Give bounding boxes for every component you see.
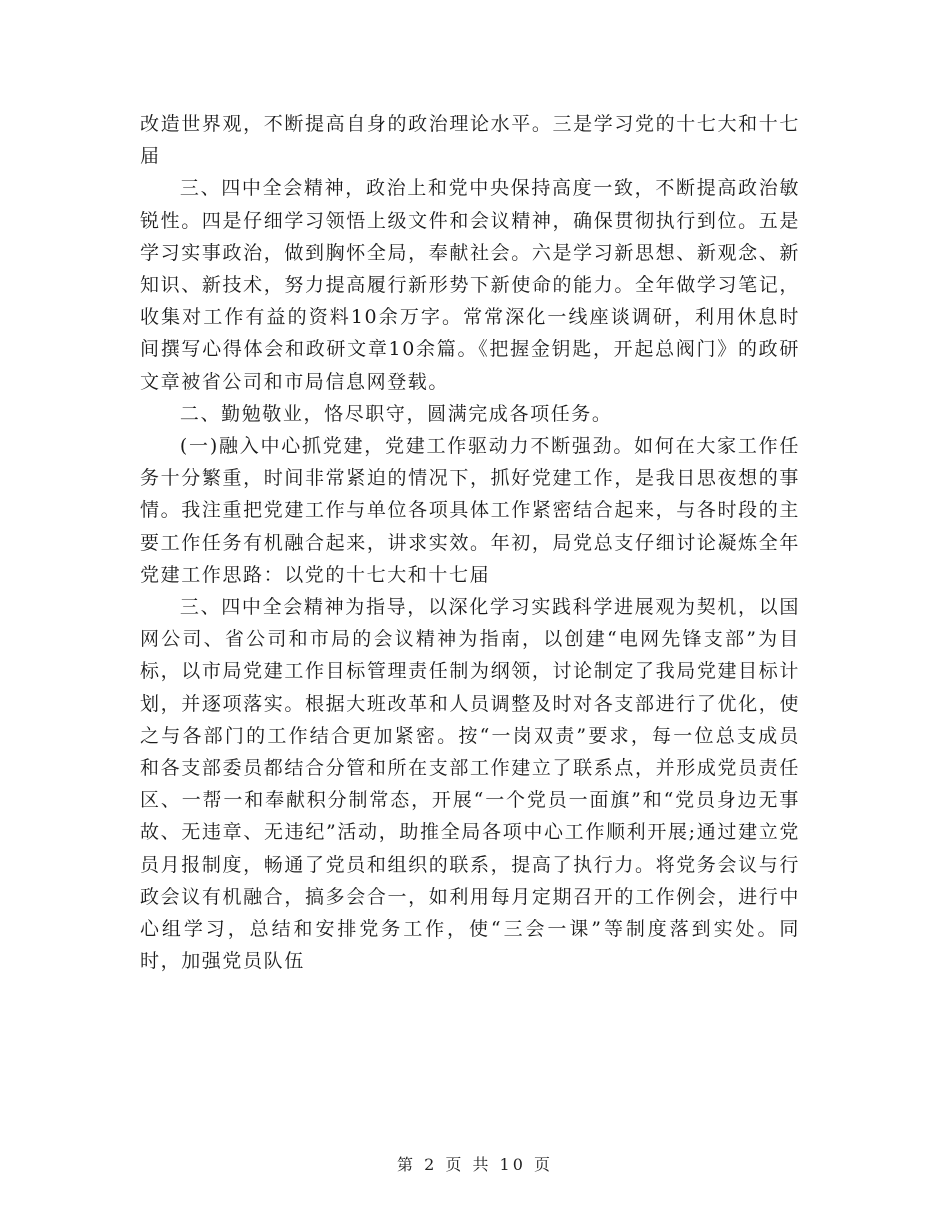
paragraph-5: 三、四中全会精神为指导，以深化学习实践科学进展观为契机，以国网公司、省公司和市局的会议精神为指南，以创建“电网先锋支部”为目标，以市局党建工作目标管理责任制为纲领，讨论制定了我局党建目标计划，并逐项落实。根据大班改革和人员调整及时对各支部进行了优化，使之与各部门的工作结合更加紧密。按“一岗双责”要求，每一位总支成员和各支部委员都结合分管和所在支部工作建立了联系点，并形成党员责任区、一帮一和奉献积分制常态，开展“一个党员一面旗”和“党员身边无事故、无违章、无违纪”活动，助推全局各项中心工作顺利开展;通过建立党员月报制度，畅通了党员和组织的联系，提高了执行力。将党务会议与行政会议有机融合，搞多会合一，如利用每月定期召开的工作例会，进行中心组学习，总结和安排党务工作，使“三会一课”等制度落到实处。同时，加强党员队伍 xyxy=(140,596,800,973)
paragraph-1: 改造世界观，不断提高自身的政治理论水平。三是学习党的十七大和十七届 xyxy=(140,113,800,168)
paragraph-4: (一)融入中心抓党建，党建工作驱动力不断强劲。如何在大家工作任务十分繁重，时间非常紧迫的情况下，抓好党建工作，是我日思夜想的事情。我注重把党建工作与单位各项具体工作紧密结合起来，与各时段的主要工作任务有机融合起来，讲求实效。年初，局党总支仔细讨论凝炼全年党建工作思路：以党的十七大和十七届 xyxy=(140,435,800,586)
paragraph-3: 二、勤勉敬业，恪尽职守，圆满完成各项任务。 xyxy=(179,402,613,425)
document-body xyxy=(140,108,800,977)
paragraph-2: 三、四中全会精神，政治上和党中央保持高度一致，不断提高政治敏锐性。四是仔细学习领悟上级文件和会议精神，确保贯彻执行到位。五是学习实事政治，做到胸怀全局，奉献社会。六是学习新思想、新观念、新知识、新技术，努力提高履行新形势下新使命的能力。全年做学习笔记，收集对工作有益的资料10余万字。常常深化一线座谈调研，利用休息时间撰写心得体会和政研文章10余篇。《把握金钥匙，开起总阀门》的政研文章被省公司和市局信息网登载。 xyxy=(140,177,800,393)
page-number-footer: 第 2 页 共 10 页 xyxy=(397,1155,553,1174)
